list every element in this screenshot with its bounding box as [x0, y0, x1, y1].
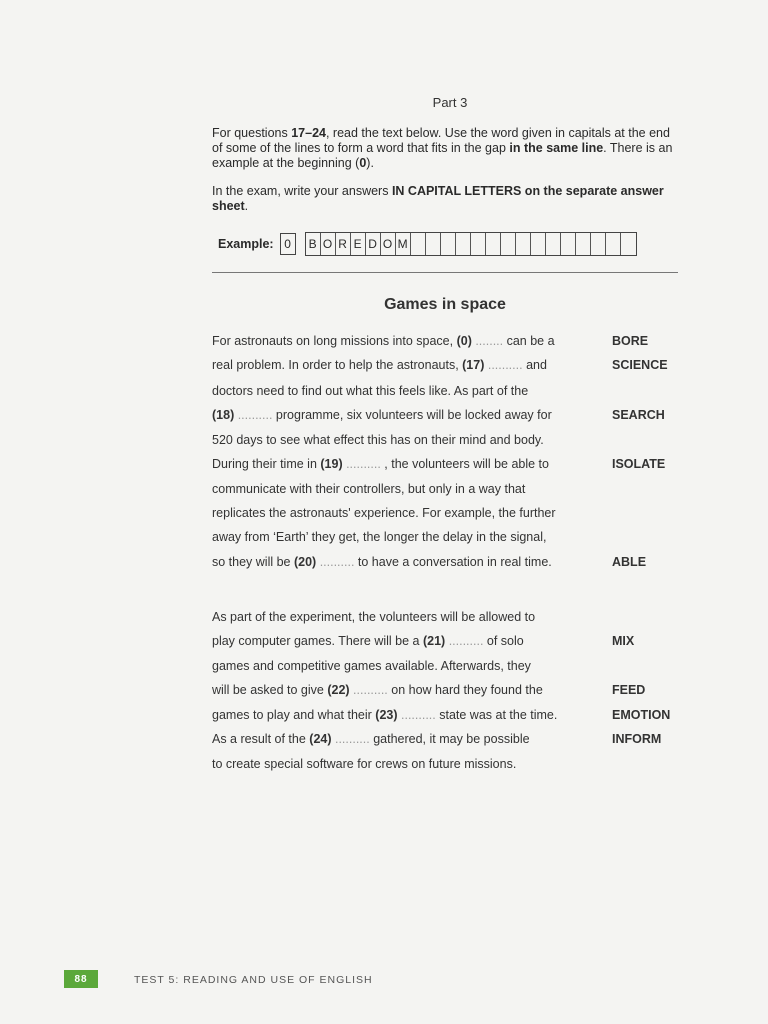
story-line-text: of solo	[486, 634, 524, 648]
answer-grid-cell	[621, 233, 636, 255]
story-line-text: communicate with their controllers, but only in a way that	[212, 482, 526, 496]
question-number: (22)	[327, 683, 350, 697]
story-line-text: For astronauts on long missions into space,	[212, 334, 457, 348]
story-line	[212, 757, 516, 771]
story-line	[212, 506, 556, 520]
story-line-text: to have a conversation in real time.	[357, 555, 552, 569]
answer-grid-cell	[426, 233, 441, 255]
story-line	[212, 482, 525, 496]
story-line-text: doctors need to find out what this feels like. As part of the	[212, 384, 529, 398]
keyword: FEED	[612, 683, 646, 697]
page-number-badge: 88	[64, 970, 98, 988]
story-line	[212, 384, 528, 398]
keyword: BORE	[612, 334, 649, 348]
answer-grid-cell	[486, 233, 501, 255]
story-line	[212, 683, 543, 697]
answer-grid-cell: R	[336, 233, 351, 255]
keyword: SCIENCE	[612, 358, 668, 372]
answer-grid-cell	[501, 233, 516, 255]
story-line	[212, 634, 524, 648]
keyword: EMOTION	[612, 708, 671, 722]
answer-grid-cell: O	[381, 233, 396, 255]
story-line-text: so they will be	[212, 555, 294, 569]
keyword: MIX	[612, 634, 635, 648]
answer-gap: ..........	[316, 555, 358, 569]
story-line-text: on how hard they found the	[391, 683, 543, 697]
story-line-text: to create special software for crews on future missions.	[212, 757, 517, 771]
story-line	[212, 433, 544, 447]
keyword: SEARCH	[612, 408, 665, 422]
footer-section-title: TEST 5: READING AND USE OF ENGLISH	[134, 974, 373, 986]
story-line-text: and	[526, 358, 547, 372]
question-number: (21)	[422, 634, 446, 648]
story-line-text: As a result of the	[212, 732, 310, 746]
example-label: Example:	[218, 237, 274, 251]
answer-grid-cell	[546, 233, 561, 255]
answer-gap: ..........	[234, 408, 276, 422]
answer-gap: ..........	[342, 457, 385, 471]
story-line-text: can be a	[506, 334, 555, 348]
answer-grid-cell	[531, 233, 546, 255]
answer-gap: ........	[471, 334, 507, 348]
question-number: (17)	[462, 358, 485, 372]
example-row	[218, 232, 637, 256]
keyword: ABLE	[612, 555, 647, 569]
story-line	[212, 530, 546, 544]
answer-grid-cell: O	[321, 233, 336, 255]
answer-grid-cell	[471, 233, 486, 255]
answer-grid-cell	[591, 233, 606, 255]
keyword: ISOLATE	[612, 457, 666, 471]
story-line-text: state was at the time.	[439, 708, 558, 722]
answer-grid-cell	[576, 233, 591, 255]
keyword: INFORM	[612, 732, 662, 746]
answer-gap: ..........	[349, 683, 392, 697]
answer-grid-cell	[606, 233, 621, 255]
story-line	[212, 358, 547, 372]
answer-grid-cell	[411, 233, 426, 255]
answer-grid-cell	[516, 233, 531, 255]
question-number: (18)	[212, 408, 235, 422]
question-number: (23)	[375, 708, 398, 722]
question-number: (19)	[320, 457, 343, 471]
answer-gap: ..........	[397, 708, 440, 722]
example-number-box: 0	[280, 233, 296, 255]
story-title: Games in space	[384, 296, 506, 313]
story-line	[212, 708, 557, 722]
answer-grid-cell: E	[351, 233, 366, 255]
story-line	[212, 610, 535, 624]
story-line-text: away from ‘Earth’ they get, the longer the delay in the signal,	[212, 530, 547, 544]
story-line	[212, 732, 530, 746]
story-line-text: play computer games. There will be a	[212, 634, 423, 648]
story-line-text: During their time in	[212, 457, 321, 471]
divider	[212, 272, 678, 273]
answer-gap: ..........	[445, 634, 487, 648]
answer-gap: ..........	[484, 358, 527, 372]
story-line-text: programme, six volunteers will be locked away for	[275, 408, 552, 422]
story-line-text: games and competitive games available. Afterwards, they	[212, 659, 531, 673]
question-number: (24)	[309, 732, 332, 746]
story-line	[212, 659, 531, 673]
answer-grid-cell	[561, 233, 576, 255]
story-line	[212, 457, 549, 471]
story-line-text: 520 days to see what effect this has on their mind and body.	[212, 433, 544, 447]
story-line-text: gathered, it may be possible	[373, 732, 530, 746]
answer-grid-cell	[441, 233, 456, 255]
story-line-text: will be asked to give	[212, 683, 328, 697]
answer-grid-cell: M	[396, 233, 411, 255]
story-line-text: , the volunteers will be able to	[384, 457, 549, 471]
part-title: Part 3	[432, 95, 468, 110]
question-number: (0)	[456, 334, 472, 348]
answer-grid	[305, 232, 637, 256]
story-line	[212, 555, 552, 569]
story-line-text: replicates the astronauts' experience. For example, the further	[212, 506, 556, 520]
answer-gap: ..........	[331, 732, 374, 746]
story-line-text: As part of the experiment, the volunteers will be allowed to	[212, 610, 536, 624]
answer-grid-cell	[456, 233, 471, 255]
instructions-paragraph-1: For questions 17–24, read the text below. Use the word given in capitals at the end of some of the lines to form a word that fits in the gap in the same line. There is an example at the beginning (0).	[212, 126, 673, 170]
story-line-text: real problem. In order to help the astronauts,	[212, 358, 463, 372]
story-line	[212, 334, 555, 348]
question-number: (20)	[293, 555, 317, 569]
story-line-text: games to play and what their	[212, 708, 376, 722]
answer-grid-cell: D	[366, 233, 381, 255]
answer-grid-cell: B	[306, 233, 321, 255]
story-line	[212, 408, 552, 422]
instructions-paragraph-2: In the exam, write your answers IN CAPITAL LETTERS on the separate answer sheet.	[212, 184, 664, 213]
